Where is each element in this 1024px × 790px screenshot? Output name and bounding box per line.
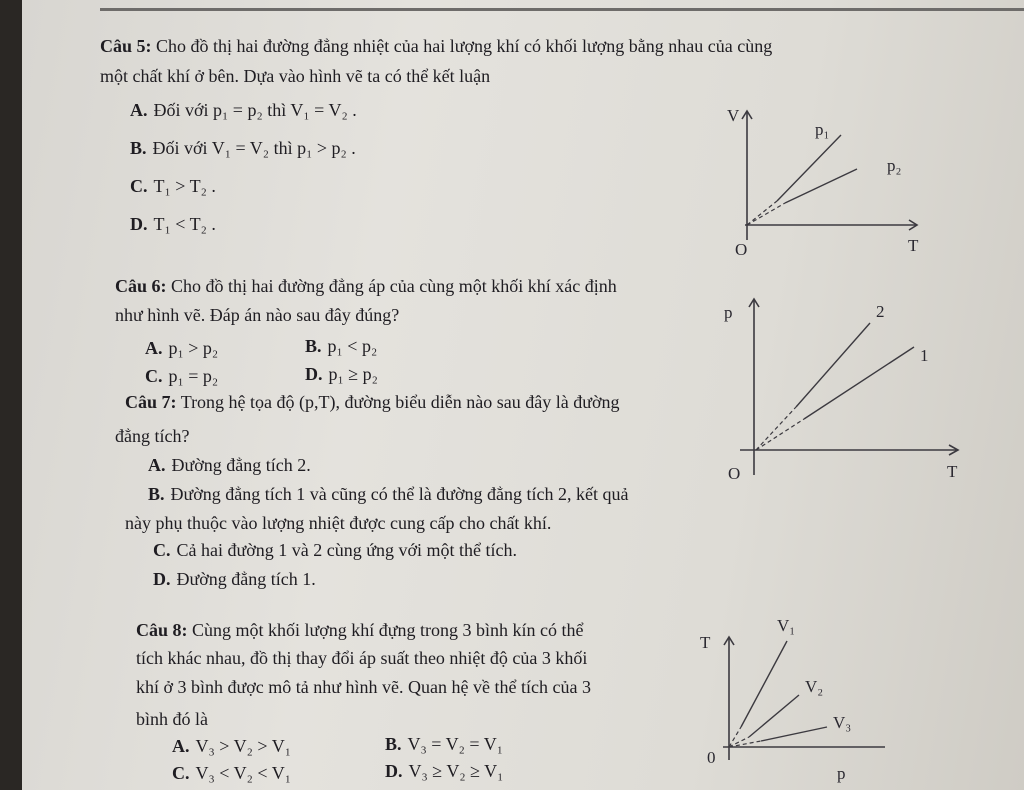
q7-label: Câu 7: [125, 392, 177, 412]
q5-x-label: T [908, 236, 919, 255]
q7-option-a-label: A. [148, 455, 166, 475]
q8-label-v2: V₂ [805, 677, 824, 696]
q8-line-v2 [749, 695, 799, 737]
q6-line1 [115, 276, 617, 296]
q5-option-a-text: Đối với p₁ = p₂ thì V₁ = V₂ . [153, 100, 357, 120]
q8-line-v1 [741, 641, 787, 727]
q8-line1 [136, 620, 584, 640]
q5-option-d-label: D. [130, 214, 148, 234]
q8-label-v1: V₁ [777, 616, 796, 635]
q8-option-b [385, 734, 503, 754]
q5-option-b-text: Đối với V₁ = V₂ thì p₁ > p₂ . [152, 138, 356, 158]
q6-option-c [145, 366, 218, 386]
q6-option-b [305, 336, 377, 356]
q8-graph [695, 615, 895, 787]
q8-origin: 0 [707, 748, 716, 767]
q6-graph [720, 295, 970, 490]
q7-option-d [153, 569, 316, 589]
q5-p2-dashed [747, 203, 785, 225]
q8-label: Câu 8: [136, 620, 188, 640]
q7-line2: đẳng tích? [115, 426, 190, 446]
q8-option-b-label: B. [385, 734, 402, 754]
q5-text1: Cho đồ thị hai đường đẳng nhiệt của hai lượng khí có khối lượng bằng nhau của cùng [156, 36, 773, 56]
q8-option-a-label: A. [172, 736, 190, 756]
q5-label-p1: p₁ [815, 120, 830, 139]
q5-label: Câu 5: [100, 36, 152, 56]
q8-label-v3: V₃ [833, 713, 852, 732]
q7-option-c-text: Cả hai đường 1 và 2 cùng ứng với một thể tích. [176, 540, 517, 560]
q8-option-d [385, 761, 503, 781]
q7-option-b [148, 484, 628, 504]
q6-option-c-text: p₁ = p₂ [168, 366, 219, 386]
q8-line4: bình đó là [136, 709, 208, 729]
q6-option-a [145, 338, 218, 358]
q5-label-p2: p₂ [887, 156, 902, 175]
q8-option-c-label: C. [172, 763, 190, 783]
q5-origin: O [735, 240, 748, 259]
q7-option-c [153, 540, 517, 560]
q6-origin: O [728, 464, 741, 483]
q8-v3-dashed [729, 741, 761, 747]
q8-option-d-text: V₃ ≥ V₂ ≥ V₁ [408, 761, 504, 781]
q6-x-label: T [947, 462, 958, 481]
q8-line3: khí ở 3 bình được mô tả như hình vẽ. Quan hệ về thể tích của 3 [136, 677, 591, 697]
q7-text1: Trong hệ tọa độ (p,T), đường biểu diễn nào sau đây là đường [180, 392, 620, 412]
q5-line2: một chất khí ở bên. Dựa vào hình vẽ ta có thể kết luận [100, 66, 491, 86]
q8-v1-dashed [729, 727, 741, 747]
q8-x-label: p [837, 764, 846, 783]
q6-option-a-text: p₁ > p₂ [168, 338, 219, 358]
q5-option-a-label: A. [130, 100, 148, 120]
q5-y-label: V [727, 106, 740, 125]
q6-line2-dashed [756, 407, 796, 450]
q5-option-c-label: C. [130, 176, 148, 196]
q5-p1-dashed [747, 201, 777, 225]
q5-option-d-text: T₁ < T₂ . [153, 214, 216, 234]
q6-text1: Cho đồ thị hai đường đẳng áp của cùng một khối khí xác định [171, 276, 617, 296]
q6-option-c-label: C. [145, 366, 163, 386]
q7-option-b-label: B. [148, 484, 165, 504]
top-rule [100, 8, 1024, 11]
q5-line-p2 [785, 169, 857, 203]
q5-option-b-label: B. [130, 138, 147, 158]
q8-text1: Cùng một khối lượng khí đựng trong 3 bình kín có thể [192, 620, 584, 640]
q6-label-1: 1 [920, 346, 929, 365]
q7-option-d-label: D. [153, 569, 171, 589]
q5-option-d [130, 214, 216, 234]
q6-line-1 [804, 347, 914, 419]
q7-option-b-cont: này phụ thuộc vào lượng nhiệt được cung cấp cho chất khí. [125, 513, 552, 533]
q6-label: Câu 6: [115, 276, 167, 296]
q6-line-2 [796, 323, 870, 407]
q8-option-d-label: D. [385, 761, 403, 781]
q8-option-c-text: V₃ < V₂ < V₁ [195, 763, 291, 783]
q6-y-label: p [724, 303, 733, 322]
q7-option-a [148, 455, 311, 475]
q6-option-d-text: p₁ ≥ p₂ [328, 364, 378, 384]
q5-option-a [130, 100, 357, 120]
q5-line1 [100, 36, 772, 56]
q8-line-v3 [761, 727, 827, 741]
q5-option-c-text: T₁ > T₂ . [153, 176, 216, 196]
q6-option-d-label: D. [305, 364, 323, 384]
q8-option-a [172, 736, 291, 756]
q5-graph [725, 105, 935, 260]
q8-option-b-text: V₃ = V₂ = V₁ [407, 734, 503, 754]
q6-option-a-label: A. [145, 338, 163, 358]
q8-option-a-text: V₃ > V₂ > V₁ [195, 736, 291, 756]
q7-line1 [125, 392, 620, 412]
q6-option-b-text: p₁ < p₂ [327, 336, 378, 356]
q8-line2: tích khác nhau, đồ thị thay đổi áp suất theo nhiệt độ của 3 khối [136, 648, 588, 668]
q7-option-c-label: C. [153, 540, 171, 560]
q6-option-d [305, 364, 378, 384]
q7-option-b-text: Đường đẳng tích 1 và cũng có thể là đường đẳng tích 2, kết quả [170, 484, 629, 504]
q7-option-d-text: Đường đẳng tích 1. [176, 569, 316, 589]
q6-option-b-label: B. [305, 336, 322, 356]
q6-line2: như hình vẽ. Đáp án nào sau đây đúng? [115, 305, 400, 325]
q5-option-b [130, 138, 356, 158]
q6-label-2: 2 [876, 302, 885, 321]
q5-option-c [130, 176, 216, 196]
q8-y-label: T [700, 633, 711, 652]
q7-option-a-text: Đường đẳng tích 2. [171, 455, 311, 475]
q8-option-c [172, 763, 291, 783]
